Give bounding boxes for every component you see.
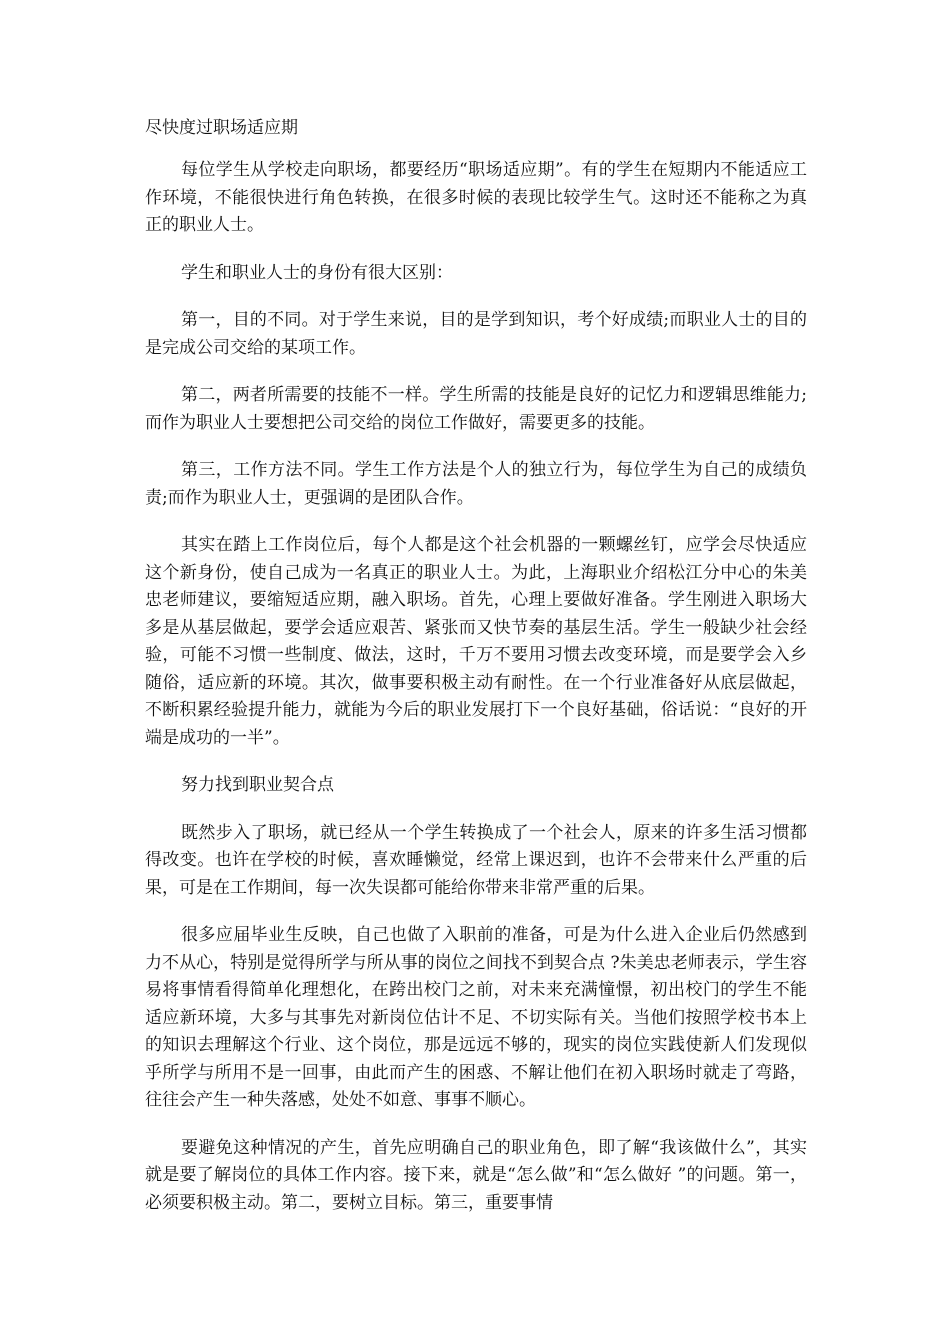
role-clarity-paragraph: 要避免这种情况的产生，首先应明确自己的职业角色，即了解“我该做什么”，其实就是要了解岗位的具体工作内容。接下来，就是“怎么做”和“怎么做好 ”的问题。第一，必须要积极主动。第二，要树立目标。第三，重要事情 — [145, 1137, 807, 1213]
document-body — [145, 113, 807, 1237]
section-heading: 努力找到职业契合点 — [181, 775, 334, 795]
difference-third-paragraph: 第三，工作方法不同。学生工作方法是个人的独立行为，每位学生为自己的成绩负责;而作为职业人士，更强调的是团队合作。 — [145, 460, 807, 508]
difference-second-paragraph: 第二，两者所需要的技能不一样。学生所需的技能是良好的记忆力和逻辑思维能力;而作为职业人士要想把公司交给的岗位工作做好，需要更多的技能。 — [145, 385, 807, 433]
difference-lead-paragraph: 学生和职业人士的身份有很大区别： — [181, 262, 453, 283]
difference-first-paragraph: 第一，目的不同。对于学生来说，目的是学到知识，考个好成绩;而职业人士的目的是完成公司交给的某项工作。 — [145, 310, 807, 358]
habit-change-paragraph: 既然步入了职场，就已经从一个学生转换成了一个社会人，原来的许多生活习惯都得改变。也许在学校的时候，喜欢睡懒觉，经常上课迟到，也许不会带来什么严重的后果，可是在工作期间，每一次失误都可能给你带来非常严重的后果。 — [145, 822, 807, 898]
document-title: 尽快度过职场适应期 — [145, 118, 298, 138]
intro-paragraph: 每位学生从学校走向职场，都要经历“职场适应期”。有的学生在短期内不能适应工作环境，不能很快进行角色转换，在很多时候的表现比较学生气。这时还不能称之为真正的职业人士。 — [145, 160, 807, 235]
adaptation-advice-paragraph: 其实在踏上工作岗位后，每个人都是这个社会机器的一颗螺丝钉，应学会尽快适应这个新身份，使自己成为一名真正的职业人士。为此，上海职业介绍松江分中心的朱美忠老师建议，要缩短适应期，融入职场。首先，心理上要做好准备。学生刚进入职场大多是从基层做起，要学会适应艰苦、紧张而又快节奏的基层生活。学生一般缺少社会经验，可能不习惯一些制度、做法，这时，千万不要用习惯去改变环境，而是要学会入乡随俗，适应新的环境。其次，做事要积极主动有耐性。在一个行业准备好从底层做起，不断积累经验提升能力，就能为今后的职业发展打下一个良好基础，俗话说：“良好的开端是成功的一半”。 — [145, 535, 807, 748]
graduate-feedback-paragraph: 很多应届毕业生反映，自己也做了入职前的准备，可是为什么进入企业后仍然感到力不从心，特别是觉得所学与所从事的岗位之间找不到契合点 ?朱美忠老师表示，学生容易将事情看得简单化理想化，在跨出校门之前，对未来充满憧憬，初出校门的学生不能适应新环境，大多与其事先对新岗位估计不足、不切实际有关。当他们按照学校书本上的知识去理解这个行业、这个岗位，那是远远不够的，现实的岗位实践使新人们发现似乎所学与所用不是一回事，由此而产生的困惑、不解让他们在初入职场时就走了弯路，往往会产生一种失落感，处处不如意、事事不顺心。 — [145, 925, 807, 1110]
